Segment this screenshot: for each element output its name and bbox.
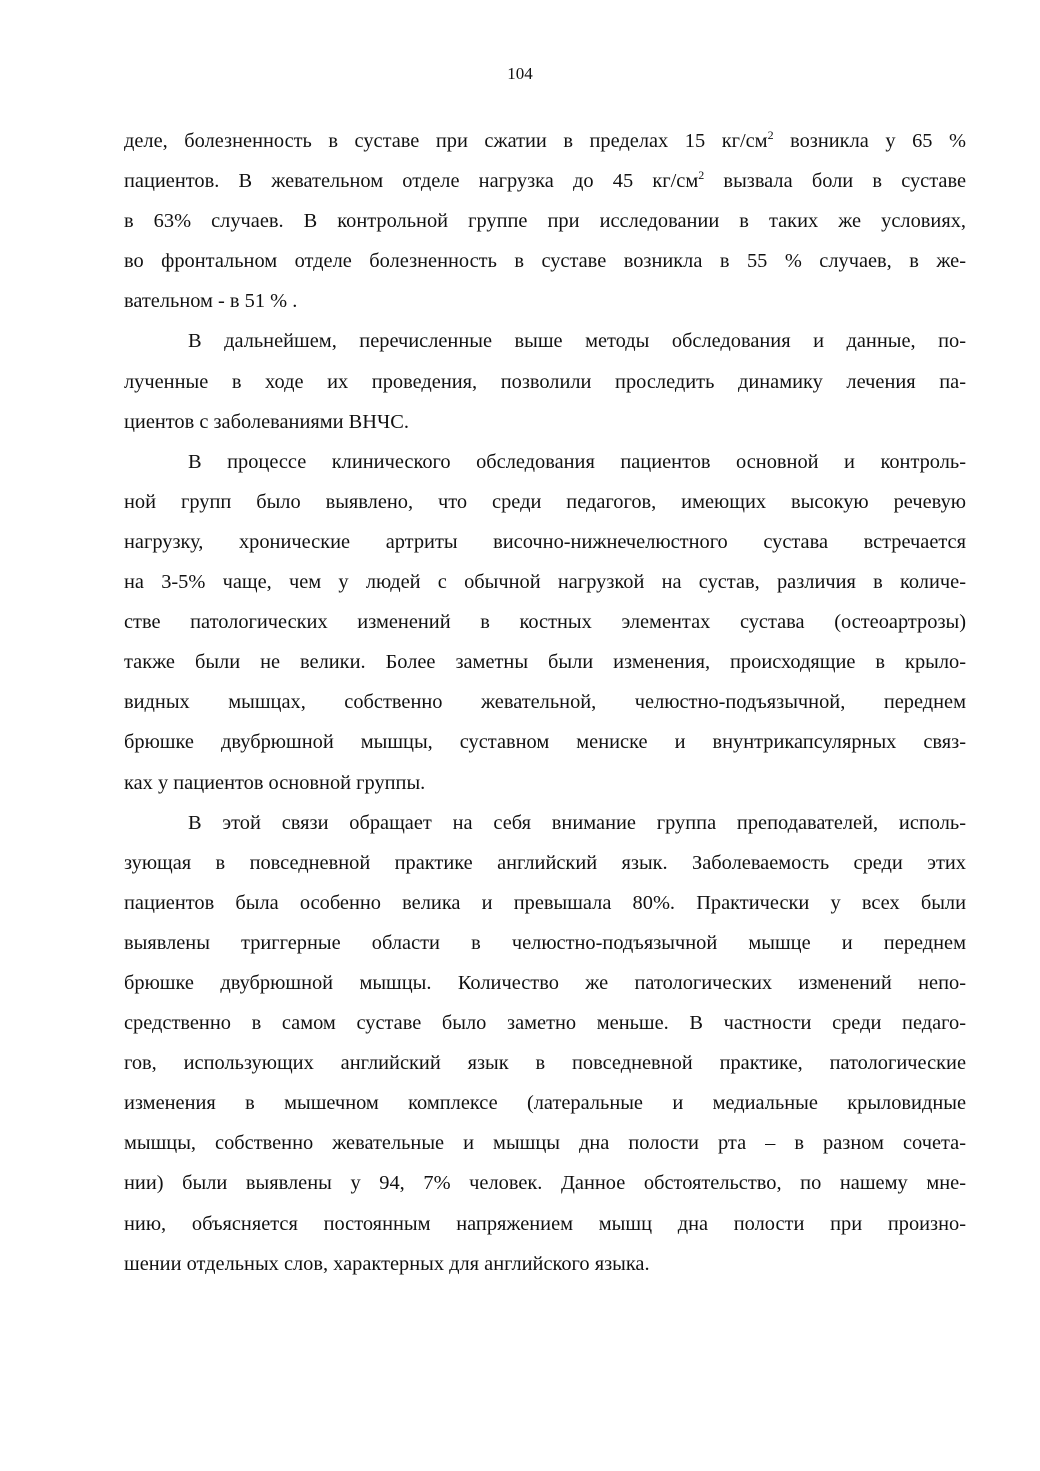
text-segment: средственно в самом суставе было заметно меньше. В частности среди педаго- [124, 1012, 966, 1035]
text-line [124, 562, 966, 602]
text-line [124, 642, 966, 682]
text-line [124, 281, 966, 321]
text-line [124, 763, 966, 803]
paragraph [124, 121, 966, 321]
text-line [124, 442, 966, 482]
superscript: 2 [698, 168, 705, 183]
text-segment: выявлены триггерные области в челюстно-подъязычной мышце и переднем [124, 931, 966, 954]
superscript: 2 [767, 128, 774, 143]
text-segment: гов, использующих английский язык в повседневной практике, патологические [124, 1052, 966, 1075]
text-segment: деле, болезненность в суставе при сжатии в пределах 15 кг/см [124, 130, 768, 152]
text-segment: В процессе клинического обследования пациентов основной и контроль- [188, 450, 966, 473]
text-line [124, 682, 966, 722]
text-line [124, 963, 966, 1003]
text-line [124, 883, 966, 923]
text-segment: зующая в повседневной практике английский язык. Заболеваемость среди этих [124, 851, 966, 874]
text-segment: мышцы, собственно жевательные и мышцы дна полости рта – в разном сочета- [124, 1132, 966, 1155]
text-line [124, 121, 966, 161]
text-segment: циентов с заболеваниями ВНЧС. [124, 410, 409, 433]
text-segment: изменения в мышечном комплексе (латеральные и медиальные крыловидные [124, 1092, 966, 1115]
text-segment: на 3-5% чаще, чем у людей с обычной нагрузкой на сустав, различия в количе- [124, 571, 966, 594]
text-segment: шении отдельных слов, характерных для английского языка. [124, 1252, 650, 1275]
text-segment: нагрузку, хронические артриты височно-нижнечелюстного сустава встречается [124, 530, 966, 553]
text-segment: в 63% случаев. В контрольной группе при исследовании в таких же условиях, [124, 210, 966, 233]
text-segment: ках у пациентов основной группы. [124, 771, 426, 794]
text-segment: лученные в ходе их проведения, позволили проследить динамику лечения па- [124, 370, 966, 393]
text-segment: В дальнейшем, перечисленные выше методы обследования и данные, по- [188, 330, 966, 353]
text-segment: В этой связи обращает на себя внимание группа преподавателей, исполь- [188, 811, 966, 834]
page-number: 104 [507, 64, 533, 83]
text-segment: нию, объясняется постоянным напряжением мышц дна полости при произно- [124, 1212, 966, 1235]
text-line [124, 201, 966, 241]
paragraph [124, 321, 966, 441]
text-line [124, 1043, 966, 1083]
text-segment: пациентов была особенно велика и превышала 80%. Практически у всех были [124, 891, 966, 914]
text-segment: брюшке двубрюшной мышцы, суставном мениске и внунтрикапсулярных связ- [124, 731, 966, 754]
body-text [124, 121, 966, 1284]
text-segment: вательном - в 51 % . [124, 290, 298, 313]
text-line [124, 362, 966, 402]
text-line [124, 1083, 966, 1123]
text-line [124, 1123, 966, 1163]
text-line [124, 1003, 966, 1043]
text-line [124, 1204, 966, 1244]
text-line [124, 522, 966, 562]
paragraph [124, 803, 966, 1284]
text-line [124, 402, 966, 442]
text-segment: пациентов. В жевательном отделе нагрузка до 45 кг/см [124, 170, 699, 193]
text-line [124, 923, 966, 963]
text-line [124, 482, 966, 522]
text-segment: вызвала боли в суставе [704, 170, 967, 193]
text-segment: также были не велики. Более заметны были изменения, происходящие в крыло- [124, 651, 966, 674]
text-line [124, 843, 966, 883]
text-segment: брюшке двубрюшной мышцы. Количество же патологических изменений непо- [124, 971, 966, 994]
paragraph [124, 442, 966, 803]
text-segment: во фронтальном отделе болезненность в суставе возникла в 55 % случаев, в же- [124, 250, 966, 273]
text-segment: возникла у 65 % [773, 130, 966, 152]
text-line [124, 1163, 966, 1203]
text-segment: нии) были выявлены у 94, 7% человек. Данное обстоятельство, по нашему мне- [124, 1172, 966, 1195]
text-segment: видных мышцах, собственно жевательной, челюстно-подъязычной, переднем [124, 691, 966, 714]
text-line [124, 602, 966, 642]
text-line [124, 241, 966, 281]
text-line [124, 722, 966, 762]
text-line [124, 1244, 966, 1284]
text-line [124, 321, 966, 361]
text-segment: ной групп было выявлено, что среди педагогов, имеющих высокую речевую [124, 490, 966, 513]
text-line [124, 161, 966, 201]
text-line [124, 803, 966, 843]
text-segment: стве патологических изменений в костных элементах сустава (остеоартрозы) [124, 611, 966, 634]
